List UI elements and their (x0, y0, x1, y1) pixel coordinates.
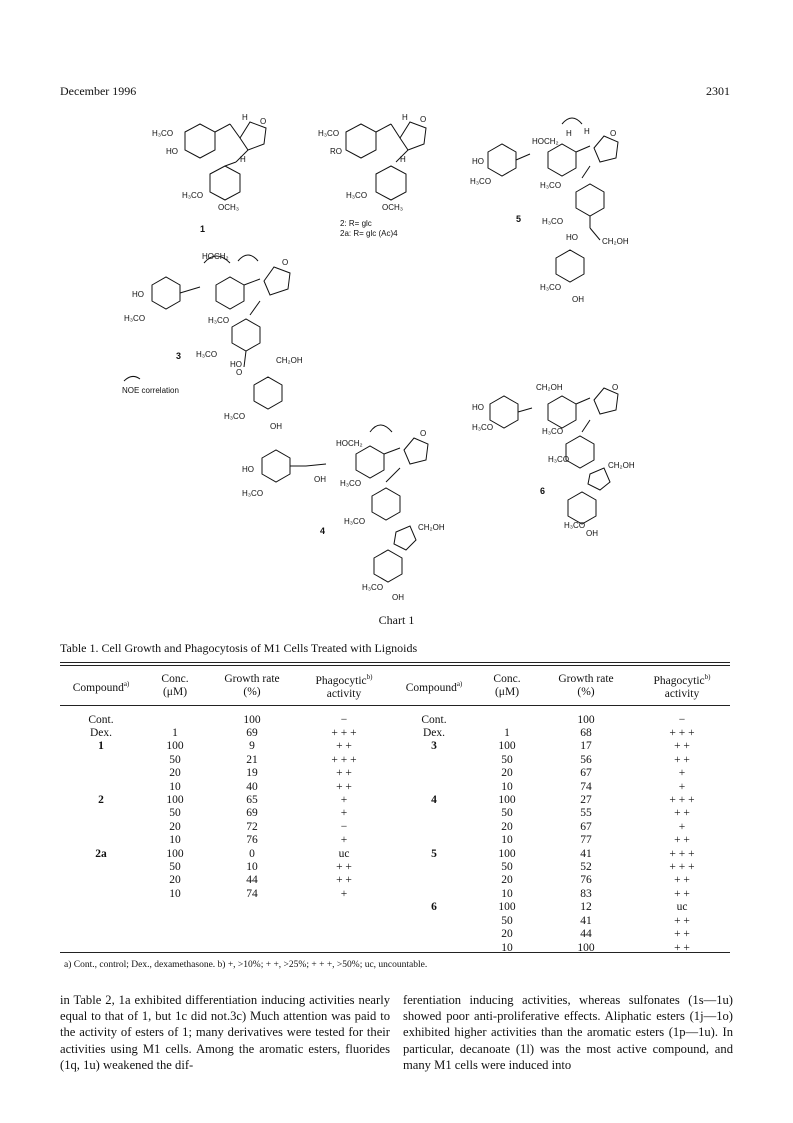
svg-text:6: 6 (540, 486, 546, 496)
svg-text:H₃CO: H₃CO (540, 283, 562, 292)
table-cell: 10 (501, 780, 513, 793)
table-cell (60, 928, 142, 941)
structure-6 (470, 378, 650, 543)
table-cell (60, 861, 142, 874)
col-phago: Phagocytic$^{b)}$ activity (315, 673, 373, 700)
svg-text:H₃CO: H₃CO (242, 489, 264, 498)
svg-text:H: H (242, 113, 248, 122)
table-cell: 10 (169, 834, 181, 847)
svg-text:O: O (612, 383, 619, 392)
table-top-rule-2 (60, 665, 730, 666)
table-row (60, 754, 730, 767)
table-cell (392, 767, 476, 780)
table-cell: + (340, 887, 348, 900)
table-cell: + (678, 820, 686, 833)
table-cell: 74 (580, 780, 592, 793)
table-cell: 69 (246, 727, 258, 739)
table-cell (60, 781, 142, 794)
svg-text:HO: HO (166, 147, 178, 156)
table-cell: 50 (169, 861, 181, 874)
svg-text:H₃CO: H₃CO (542, 217, 564, 226)
table-cell (60, 915, 142, 928)
table-row (60, 834, 730, 847)
table-cell (208, 915, 296, 928)
table-cell: 69 (246, 807, 258, 820)
svg-text:O: O (610, 129, 617, 138)
table-cell: 76 (246, 834, 258, 847)
table-row (60, 727, 730, 740)
table-cell: 6 (431, 901, 437, 914)
table-cell: uc (338, 847, 350, 860)
svg-text:H₃CO: H₃CO (542, 427, 564, 436)
table-cell: 4 (431, 794, 437, 807)
table-cell: + + + (331, 753, 357, 766)
table-cell (392, 821, 476, 834)
svg-text:4: 4 (320, 526, 326, 536)
svg-text:HO: HO (566, 233, 578, 242)
svg-text:O: O (420, 115, 427, 124)
table-cell: + + (674, 874, 690, 887)
table-cell (392, 915, 476, 928)
svg-text:HO: HO (242, 465, 254, 474)
table-cell: 20 (169, 874, 181, 887)
table-cell (296, 928, 392, 941)
table-cell: + + (674, 807, 690, 820)
svg-text:H₃CO: H₃CO (362, 583, 384, 592)
table-cell: 1 (172, 727, 178, 739)
table-cell: 100 (498, 740, 516, 753)
table-cell: 20 (501, 874, 513, 887)
svg-text:H₃CO: H₃CO (196, 350, 218, 359)
svg-text:OCH₃: OCH₃ (382, 203, 404, 212)
svg-text:H₃CO: H₃CO (124, 314, 146, 323)
table-row (60, 901, 730, 914)
svg-text:O: O (260, 117, 267, 126)
table-cell: + + + (669, 794, 695, 807)
table-row (60, 874, 730, 887)
table-cell: 44 (246, 874, 258, 887)
svg-text:CH₂OH: CH₂OH (276, 356, 303, 365)
table-cell: 12 (580, 901, 592, 914)
table-cell (60, 754, 142, 767)
table-cell (142, 942, 208, 955)
col-growth: Growth rate (%) (224, 673, 280, 698)
table-cell: 83 (580, 887, 592, 900)
table-cell: 56 (580, 753, 592, 766)
table-cell: Dex. (422, 727, 446, 739)
table-cell: + + (336, 740, 352, 753)
table-cell (142, 705, 208, 727)
svg-text:H₃CO: H₃CO (340, 479, 362, 488)
table-cell: 2 (98, 794, 104, 807)
table-cell: 20 (501, 767, 513, 780)
col-conc: Conc. (μM) (161, 673, 189, 698)
svg-text:OH: OH (270, 422, 282, 431)
svg-text:CH₂OH: CH₂OH (608, 461, 635, 470)
svg-text:O: O (282, 258, 289, 267)
table-cell: Dex. (89, 727, 113, 739)
table-cell: 2a (95, 847, 107, 860)
table-cell: 50 (501, 861, 513, 874)
structure-4 (236, 410, 456, 610)
table-row (60, 928, 730, 941)
table-cell (60, 767, 142, 780)
table-row (60, 807, 730, 820)
table-cell: + (678, 780, 686, 793)
table-row (60, 781, 730, 794)
table-cell: + (678, 767, 686, 780)
table-cell: 50 (501, 914, 513, 927)
svg-text:H₃CO: H₃CO (318, 129, 340, 138)
table-cell (392, 834, 476, 847)
svg-text:H₃CO: H₃CO (224, 412, 246, 421)
svg-text:OH: OH (572, 295, 584, 304)
compound-2a-label: 2a: R= glc (Ac)4 (340, 229, 398, 238)
table-cell: 100 (577, 713, 595, 726)
table-cell: + + + (669, 861, 695, 874)
table-row (60, 821, 730, 834)
table-cell: 1 (504, 727, 510, 739)
svg-text:H₃CO: H₃CO (540, 181, 562, 190)
svg-text:H₃CO: H₃CO (208, 316, 230, 325)
table-cell (60, 874, 142, 887)
table-top-rule (60, 662, 730, 663)
table-cell: 74 (246, 887, 258, 900)
table-cell: 67 (580, 820, 592, 833)
table-row (60, 888, 730, 901)
col-growth-2: Growth rate (%) (558, 673, 614, 698)
table-row (60, 740, 730, 753)
table-cell: + (340, 807, 348, 820)
table-cell: 72 (246, 820, 258, 833)
svg-text:HO: HO (230, 360, 242, 369)
svg-text:1: 1 (200, 224, 206, 234)
table-cell (296, 901, 392, 914)
table-cell: 41 (580, 914, 592, 927)
table-cell: 27 (580, 794, 592, 807)
col-compound-2: Compound$^{a)}$ (405, 679, 463, 694)
svg-text:CH₂OH: CH₂OH (418, 523, 445, 532)
svg-text:5: 5 (516, 214, 522, 224)
table-cell (142, 928, 208, 941)
svg-text:H₃CO: H₃CO (346, 191, 368, 200)
table-cell: + + (336, 780, 352, 793)
table-cell: 10 (501, 834, 513, 847)
svg-text:OCH₃: OCH₃ (218, 203, 240, 212)
svg-text:H: H (240, 155, 246, 164)
table-row (60, 861, 730, 874)
table-cell: 10 (169, 780, 181, 793)
svg-text:CH₂OH: CH₂OH (602, 237, 629, 246)
table-cell: 100 (166, 847, 184, 860)
table-cell: 5 (431, 847, 437, 860)
table-cell (60, 834, 142, 847)
table-cell: 9 (249, 740, 255, 753)
svg-text:H: H (402, 113, 408, 122)
table-cell: 68 (580, 727, 592, 739)
table-cell: + (340, 834, 348, 847)
table-cell: + + + (331, 727, 357, 739)
table-cell: 76 (580, 874, 592, 887)
table-cell: 52 (580, 861, 592, 874)
table-cell: − (340, 713, 348, 726)
svg-text:H₃CO: H₃CO (152, 129, 174, 138)
table-cell (392, 942, 476, 955)
svg-text:H₃CO: H₃CO (548, 455, 570, 464)
table-cell: 55 (580, 807, 592, 820)
table-footnote: a) Cont., control; Dex., dexamethasone. b) +, >10%; + +, >25%; + + +, >50%; uc, uncountable. (64, 960, 428, 970)
table-cell (392, 928, 476, 941)
svg-text:H₃CO: H₃CO (470, 177, 492, 186)
table-cell: 67 (580, 767, 592, 780)
table-cell: 0 (249, 847, 255, 860)
svg-text:3: 3 (176, 351, 182, 361)
col-compound: Compound$^{a)}$ (72, 679, 130, 694)
col-phago-2: Phagocytic$^{b)}$ activity (653, 673, 711, 700)
table-cell: + + (674, 928, 690, 941)
svg-text:H: H (566, 129, 572, 138)
chart-caption: Chart 1 (378, 613, 415, 627)
table-row (60, 942, 730, 955)
table-header-row (60, 667, 730, 705)
body-text-left: in Table 2, 1a exhibited differentiation inducing activities nearly equal to that of 1, but 1c did not.3c) Much attention was paid to the activity of esters of 1; many derivatives were tested for their activities using M1 cells. Among the aromatic esters, fluorides (1q, 1u) weakened the dif- (60, 993, 390, 1072)
table-cell (208, 901, 296, 914)
svg-text:H: H (584, 127, 590, 136)
table-cell: 100 (498, 847, 516, 860)
table-row (60, 705, 730, 727)
svg-text:CH₂OH: CH₂OH (536, 383, 563, 392)
table-cell: + + (674, 834, 690, 847)
svg-text:HOCH₂: HOCH₂ (532, 137, 559, 146)
data-table (60, 667, 730, 955)
table-cell (208, 942, 296, 955)
table-cell: + + (674, 753, 690, 766)
table-cell: + + + (669, 727, 695, 739)
table-row (60, 915, 730, 928)
table-cell: uc (676, 901, 688, 914)
body-text-right: ferentiation inducing activities, whereas sulfonates (1s—1u) showed poor anti-proliferative effects. Aliphatic esters (1j—1o) exhibited higher activities than the aromatic esters (1p—1u). In particular, decanoate (1l) was the most active compound, and many M1 cells were induced into (403, 993, 733, 1072)
table-cell: 40 (246, 780, 258, 793)
table-cell (392, 781, 476, 794)
table-cell: + + + (669, 847, 695, 860)
table-cell: 50 (501, 753, 513, 766)
running-header-date: December 1996 (60, 84, 137, 98)
table-cell: + + (336, 767, 352, 780)
table-cell: 20 (501, 820, 513, 833)
svg-text:OH: OH (314, 475, 326, 484)
table-cell: 3 (431, 740, 437, 753)
svg-text:RO: RO (330, 147, 342, 156)
table-cell (392, 807, 476, 820)
table-cell: + + (336, 874, 352, 887)
table-cell: 20 (501, 928, 513, 941)
table-cell: 77 (580, 834, 592, 847)
table-cell (60, 942, 142, 955)
svg-text:OH: OH (586, 529, 598, 538)
table-cell (60, 807, 142, 820)
noe-label: NOE correlation (122, 386, 179, 395)
table-cell (476, 705, 538, 727)
svg-text:H₃CO: H₃CO (344, 517, 366, 526)
table-cell: + + (674, 941, 690, 954)
svg-text:O: O (420, 429, 427, 438)
page-number: 2301 (706, 84, 730, 98)
structure-5 (470, 112, 650, 317)
table-cell (392, 754, 476, 767)
table-cell: Cont. (88, 713, 114, 726)
table-cell (392, 888, 476, 901)
table-cell: 100 (498, 901, 516, 914)
svg-text:HO: HO (472, 403, 484, 412)
table-caption: Table 1. Cell Growth and Phagocytosis of M1 Cells Treated with Lignoids (60, 641, 418, 655)
svg-text:H: H (400, 155, 406, 164)
structure-2 (316, 110, 446, 250)
table-cell: 17 (580, 740, 592, 753)
table-cell: 100 (166, 740, 184, 753)
svg-text:H₃CO: H₃CO (472, 423, 494, 432)
table-cell: Cont. (421, 713, 447, 726)
table-cell: 10 (169, 887, 181, 900)
table-cell: 21 (246, 753, 258, 766)
table-cell: + (340, 794, 348, 807)
table-cell: 1 (98, 740, 104, 753)
table-cell: 44 (580, 928, 592, 941)
table-cell: 100 (243, 713, 261, 726)
table-cell: 20 (169, 767, 181, 780)
table-cell (60, 901, 142, 914)
table-row (60, 794, 730, 807)
table-cell: 100 (577, 941, 595, 954)
table-cell: − (340, 820, 348, 833)
table-cell: 50 (501, 807, 513, 820)
svg-text:O: O (236, 368, 243, 377)
table-cell: 50 (169, 753, 181, 766)
table-cell: + + (674, 914, 690, 927)
table-cell (392, 874, 476, 887)
table-cell: 41 (580, 847, 592, 860)
table-cell (296, 942, 392, 955)
table-cell: 50 (169, 807, 181, 820)
svg-text:OH: OH (392, 593, 404, 602)
table-cell: 100 (166, 794, 184, 807)
table-row (60, 848, 730, 861)
svg-text:HOCH₂: HOCH₂ (336, 439, 363, 448)
table-cell: 100 (498, 794, 516, 807)
structure-1 (140, 110, 270, 250)
table-row (60, 767, 730, 780)
table-cell: 20 (169, 820, 181, 833)
table-cell: − (678, 713, 686, 726)
table-cell (296, 915, 392, 928)
table-cell: + + (336, 861, 352, 874)
svg-text:H₃CO: H₃CO (564, 521, 586, 530)
table-cell (142, 915, 208, 928)
table-cell: 10 (246, 861, 258, 874)
table-cell: 65 (246, 794, 258, 807)
table-cell: 10 (501, 941, 513, 954)
table-cell: + + (674, 887, 690, 900)
table-cell: 19 (246, 767, 258, 780)
table-cell: + + (674, 740, 690, 753)
table-cell: 10 (501, 887, 513, 900)
svg-text:HO: HO (132, 290, 144, 299)
table-cell (60, 821, 142, 834)
svg-text:HOCH₂: HOCH₂ (202, 252, 229, 261)
table-cell (208, 928, 296, 941)
svg-text:H₃CO: H₃CO (182, 191, 204, 200)
col-conc-2: Conc. (μM) (493, 673, 521, 698)
compound-2-label: 2: R= glc (340, 219, 372, 228)
table-cell (392, 861, 476, 874)
svg-text:HO: HO (472, 157, 484, 166)
table-cell (142, 901, 208, 914)
table-cell (60, 888, 142, 901)
